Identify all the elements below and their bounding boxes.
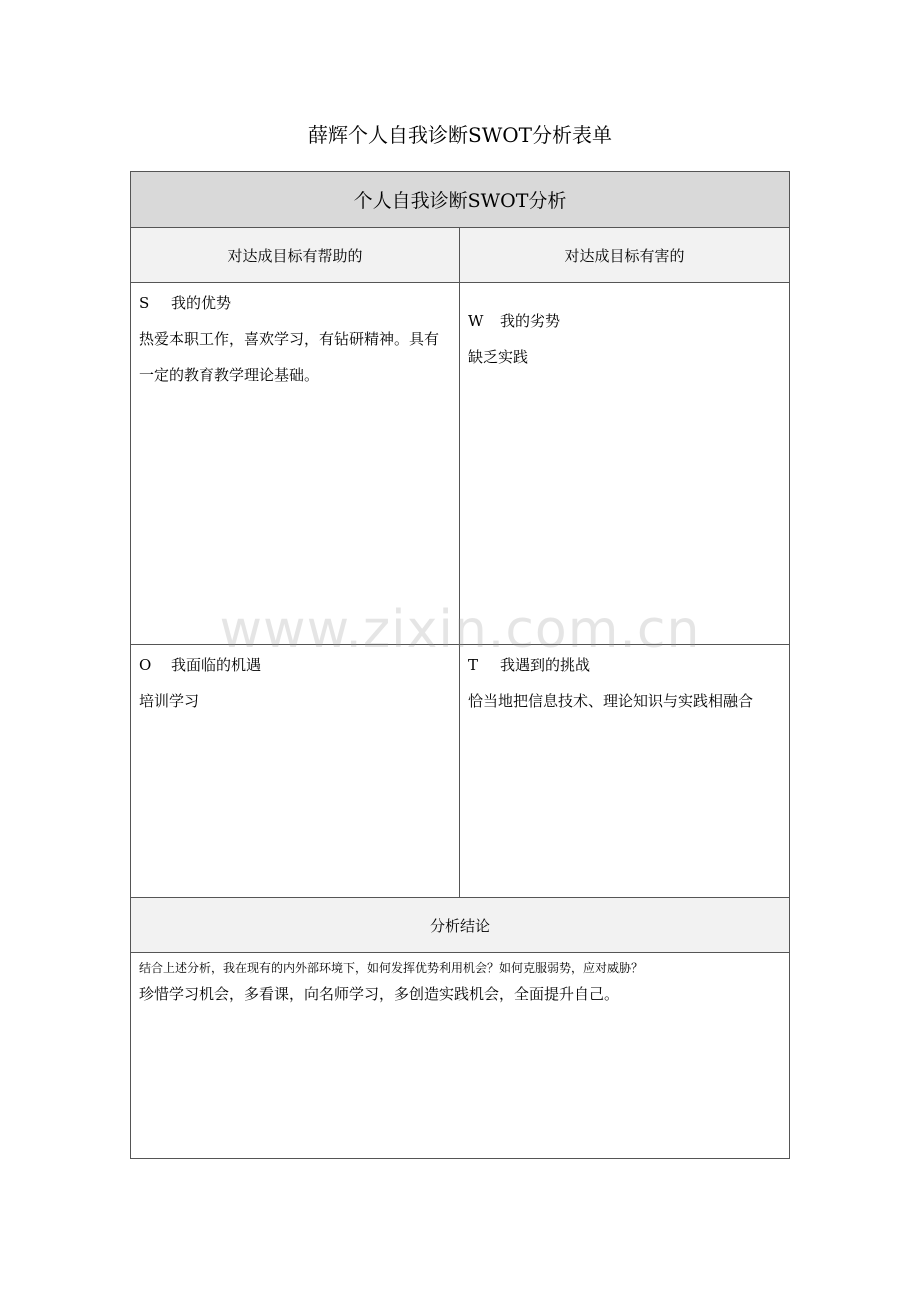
threats-label: 我遇到的挑战 [500,656,591,674]
threats-title [468,655,781,675]
opportunities-label: 我面临的机遇 [171,656,262,674]
opportunities-cell [131,645,460,898]
opportunities-title [139,655,451,675]
weaknesses-title [468,311,781,331]
strengths-cell [131,283,460,645]
document-title: 薛辉个人自我诊断SWOT分析表单 [308,123,612,147]
opportunities-letter: O [139,656,152,674]
conclusion-prompt: 结合上述分析，我在现有的内外部环境下，如何发挥优势利用机会？如何克服弱势，应对威胁？ [139,961,644,975]
column-header-helpful: 对达成目标有帮助的 [131,228,460,283]
strengths-body: 热爱本职工作，喜欢学习，有钻研精神。具有一定的教育教学理论基础。 [139,330,440,384]
strengths-title [139,293,451,313]
strengths-label: 我的优势 [171,294,232,312]
weaknesses-body: 缺乏实践 [468,348,529,366]
swot-table [130,171,790,1159]
weaknesses-letter: W [468,312,484,330]
column-header-harmful: 对达成目标有害的 [460,228,789,283]
conclusion-answer: 珍惜学习机会，多看课，向名师学习，多创造实践机会，全面提升自己。 [139,985,620,1003]
threats-cell [460,645,789,898]
table-header: 个人自我诊断SWOT分析 [131,172,789,228]
threats-letter: T [468,656,479,674]
strengths-letter: S [139,294,150,312]
threats-body: 恰当地把信息技术、理论知识与实践相融合 [468,692,754,710]
opportunities-body: 培训学习 [139,692,200,710]
conclusion-header: 分析结论 [131,898,789,953]
watermark: www.zixin.com.cn [219,600,701,660]
conclusion-cell [131,953,789,1158]
weaknesses-cell [460,283,789,645]
weaknesses-label: 我的劣势 [500,312,561,330]
